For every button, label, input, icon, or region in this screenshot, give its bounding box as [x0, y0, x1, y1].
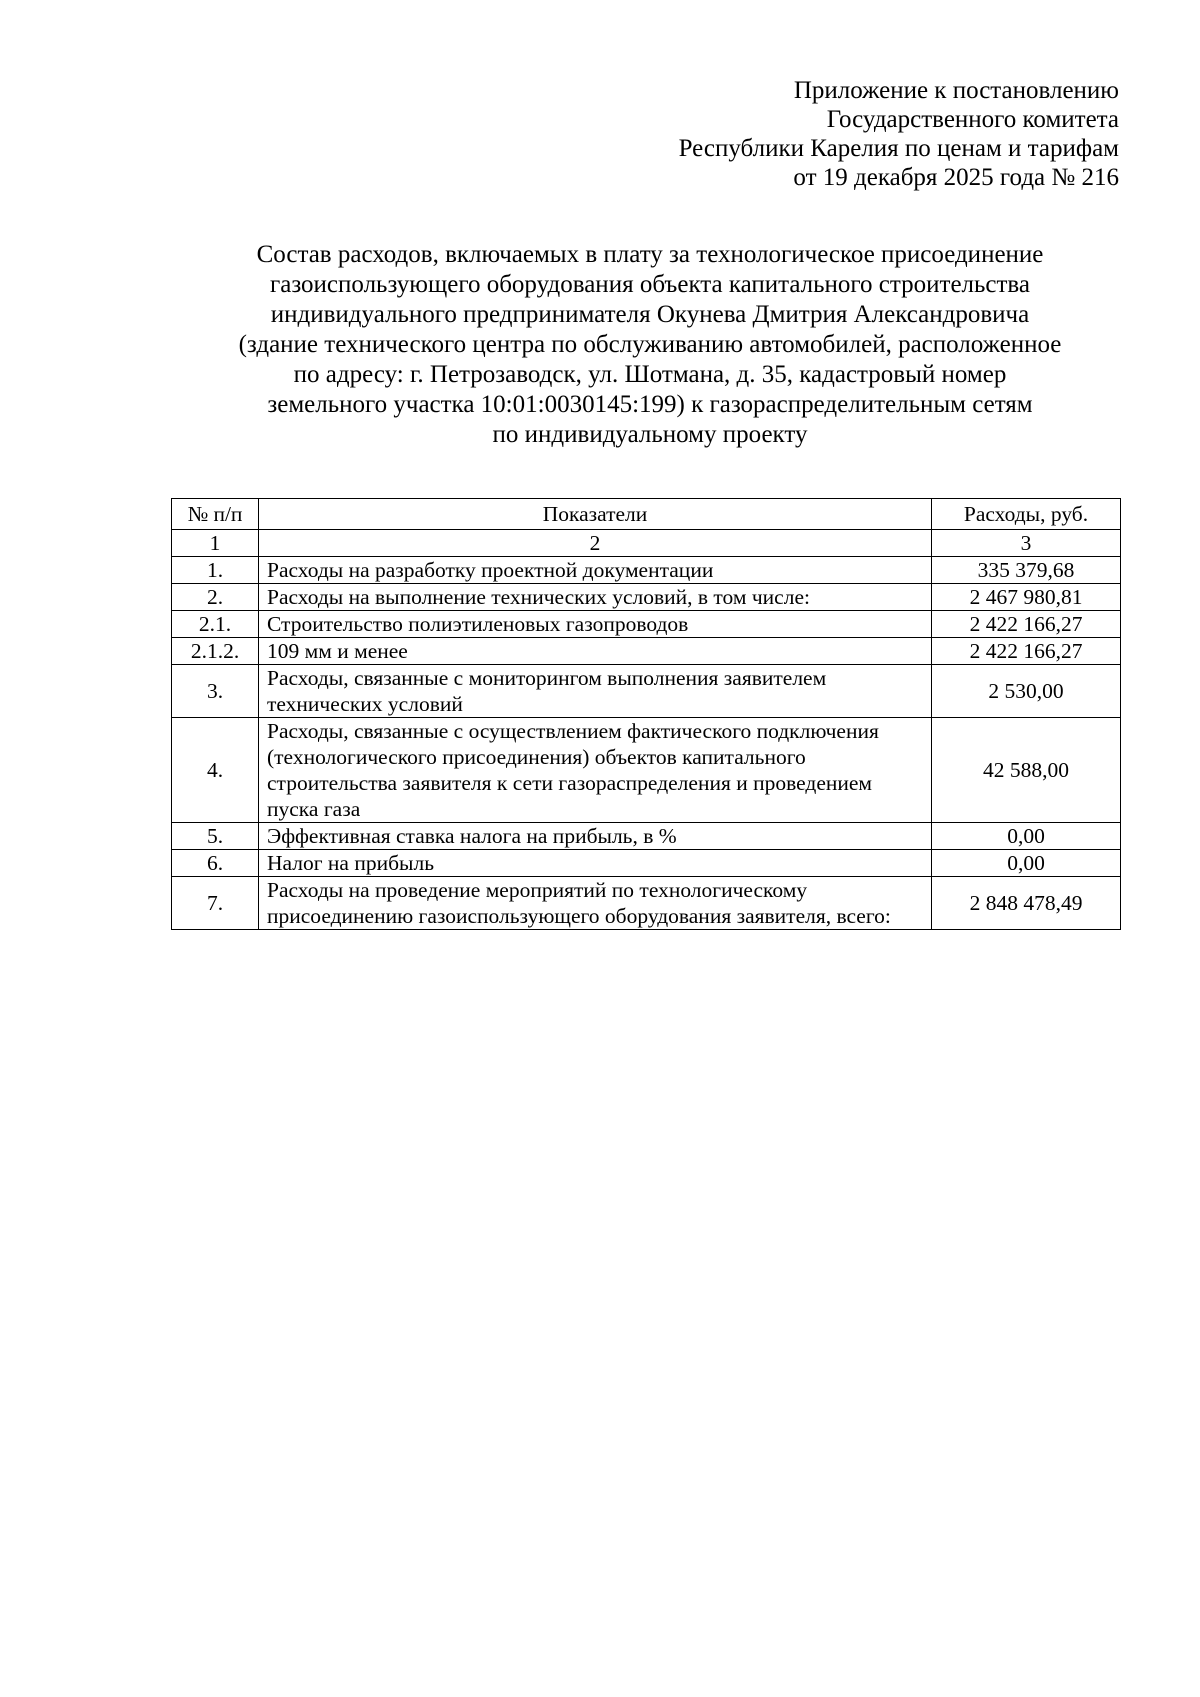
column-number: 2 [259, 530, 932, 557]
row-number: 6. [172, 850, 259, 877]
row-number: 7. [172, 877, 259, 930]
row-cost: 42 588,00 [932, 718, 1121, 823]
title-line: (здание технического центра по обслуживанию автомобилей, расположенное [238, 331, 1062, 358]
title-line: индивидуального предпринимателя Окунева Дмитрия Александровича [270, 301, 1030, 328]
row-indicator: Расходы на выполнение технических условий, в том числе: [259, 584, 932, 611]
table-row [172, 877, 1121, 930]
column-number: 1 [172, 530, 259, 557]
header-cost: Расходы, руб. [932, 499, 1121, 530]
table-row [172, 823, 1121, 850]
title-line: по индивидуальному проекту [492, 421, 808, 448]
row-indicator: Налог на прибыль [259, 850, 932, 877]
row-number: 2.1. [172, 611, 259, 638]
column-number: 3 [932, 530, 1121, 557]
table-row [172, 665, 1121, 718]
row-number: 4. [172, 718, 259, 823]
table-row [172, 638, 1121, 665]
appendix-line: Приложение к постановлению [793, 77, 1119, 104]
row-indicator: 109 мм и менее [259, 638, 932, 665]
row-number: 2.1.2. [172, 638, 259, 665]
title-line: Состав расходов, включаемых в плату за технологическое присоединение [256, 241, 1044, 268]
appendix-line: от 19 декабря 2025 года № 216 [793, 164, 1119, 191]
header-number: № п/п [172, 499, 259, 530]
row-number: 5. [172, 823, 259, 850]
header-indicator: Показатели [259, 499, 932, 530]
row-number: 1. [172, 557, 259, 584]
document-title [150, 240, 1150, 450]
row-indicator: Расходы на разработку проектной документации [259, 557, 932, 584]
row-number: 3. [172, 665, 259, 718]
appendix-header [519, 76, 1119, 192]
row-indicator: Эффективная ставка налога на прибыль, в % [259, 823, 932, 850]
row-number: 2. [172, 584, 259, 611]
column-number-row [172, 530, 1121, 557]
table-header-row [172, 499, 1121, 530]
row-indicator: Расходы, связанные с осуществлением фактического подключения (технологического присоединения) объектов капитального строительства заявителя к сети газораспределения и проведением пуска газа [259, 718, 932, 823]
row-cost: 2 848 478,49 [932, 877, 1121, 930]
table-row [172, 718, 1121, 823]
row-indicator: Строительство полиэтиленовых газопроводов [259, 611, 932, 638]
row-cost: 2 467 980,81 [932, 584, 1121, 611]
row-cost: 335 379,68 [932, 557, 1121, 584]
row-cost: 0,00 [932, 823, 1121, 850]
appendix-line: Республики Карелия по ценам и тарифам [678, 135, 1119, 162]
title-line: земельного участка 10:01:0030145:199) к газораспределительным сетям [267, 391, 1033, 418]
table-row [172, 850, 1121, 877]
row-cost: 2 530,00 [932, 665, 1121, 718]
table-row [172, 584, 1121, 611]
row-cost: 0,00 [932, 850, 1121, 877]
row-cost: 2 422 166,27 [932, 638, 1121, 665]
title-line: по адресу: г. Петрозаводск, ул. Шотмана, д. 35, кадастровый номер [293, 361, 1007, 388]
table-row [172, 557, 1121, 584]
row-cost: 2 422 166,27 [932, 611, 1121, 638]
appendix-line: Государственного комитета [826, 106, 1119, 133]
row-indicator: Расходы на проведение мероприятий по технологическому присоединению газоиспользующего оборудования заявителя, всего: [259, 877, 932, 930]
costs-table [171, 498, 1121, 930]
title-line: газоиспользующего оборудования объекта капитального строительства [269, 271, 1031, 298]
table-row [172, 611, 1121, 638]
row-indicator: Расходы, связанные с мониторингом выполнения заявителем технических условий [259, 665, 932, 718]
